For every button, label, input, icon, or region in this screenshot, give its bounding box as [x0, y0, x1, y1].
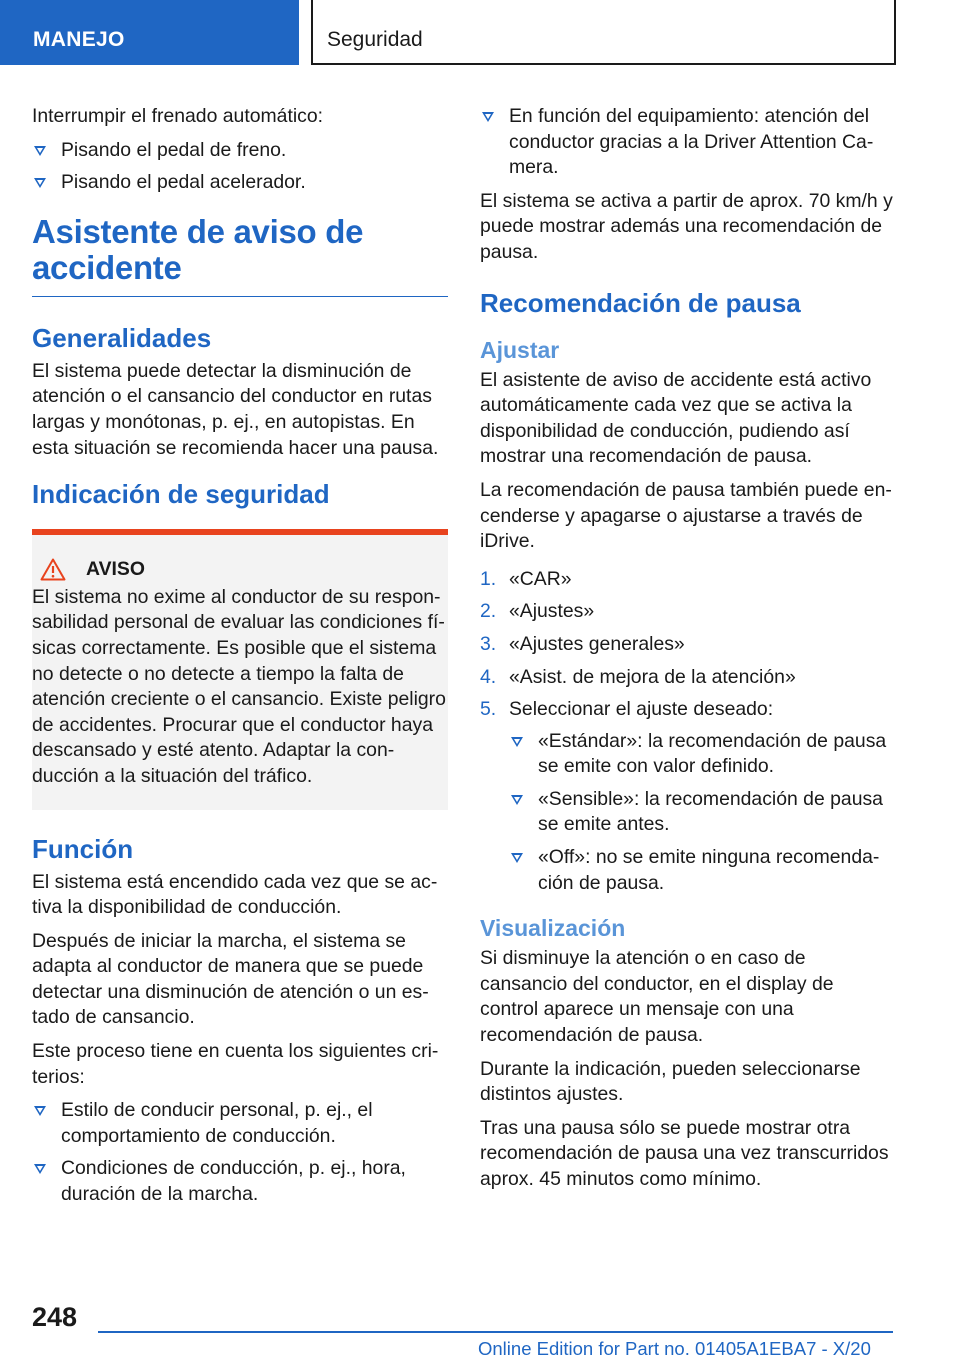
list-item: «Estándar»: la recomendación de pausa se emite con valor definido. — [509, 729, 896, 780]
function-text-2: Después de iniciar la marcha, el sistema se adapta al conductor de manera que se puede detectar una disminución de atención o un estado de cansancio. — [32, 929, 429, 1029]
left-column — [32, 104, 448, 1216]
triangle-bullet-icon — [34, 178, 46, 188]
footer-divider — [98, 1331, 893, 1333]
list-item: En función del equipamiento: atención del conductor gracias a la Driver Attention Camera. — [480, 104, 896, 181]
triangle-bullet-icon — [511, 853, 523, 863]
list-item: «Sensible»: la recomendación de pausa se emite antes. — [509, 787, 896, 838]
section-tab — [0, 0, 299, 65]
step-item: 5. Seleccionar el ajuste deseado: «Estándar»: la recomendación de pausa se emite con valor definido. «Sensible»: la recomendación de pausa se emite antes. «Off»: no se emite ninguna recomendación de pausa. — [480, 697, 896, 896]
criteria-list — [32, 1098, 448, 1207]
step-item: 3. «Ajustes generales» — [480, 632, 685, 655]
list-item: Condiciones de conducción, p. ej., hora, duración de la marcha. — [32, 1156, 448, 1207]
list-item: Pisando el pedal de freno. — [32, 138, 448, 164]
function-heading: Función — [32, 833, 134, 864]
triangle-bullet-icon — [511, 737, 523, 747]
step-item: 4. «Asist. de mejora de la atención» — [480, 665, 796, 688]
warning-title: AVISO — [86, 558, 145, 581]
intro-list — [32, 138, 448, 196]
general-text: El sistema puede detectar la disminución de atención o el cansancio del conductor en rutas largas y monótonas, p. ej., en autopistas. En esta situación se recomienda hacer una pausa. — [32, 359, 439, 459]
triangle-bullet-icon — [34, 146, 46, 156]
adjust-heading: Ajustar — [480, 336, 560, 363]
steps-list — [480, 567, 896, 897]
list-item: Estilo de conducir personal, p. ej., el comportamiento de conducción. — [32, 1098, 448, 1149]
triangle-bullet-icon — [34, 1106, 46, 1116]
right-column — [480, 104, 896, 1201]
page-title: Asistente de aviso de accidente — [32, 214, 448, 297]
criteria-list-continued — [480, 104, 896, 181]
list-item: «Off»: no se emite ninguna recomendación de pausa. — [509, 845, 896, 896]
warning-box — [32, 529, 448, 809]
display-text-2: Durante la indicación, pueden seleccionarse distintos ajustes. — [480, 1057, 861, 1106]
edition-text: Online Edition for Part no. 01405A1EBA7 - X/20 — [478, 1338, 871, 1359]
triangle-bullet-icon — [34, 1164, 46, 1174]
section-label: MANEJO — [33, 28, 125, 51]
general-heading: Generalidades — [32, 322, 212, 353]
chapter-label: Seguridad — [327, 28, 423, 51]
triangle-bullet-icon — [482, 112, 494, 122]
display-heading: Visualización — [480, 915, 626, 942]
step-item: 2. «Ajustes» — [480, 600, 595, 623]
adjust-text-1: El asistente de aviso de accidente está activo automáticamente cada vez que se activa la disponibilidad de conducción, pudiendo así mostrar una recomendación de pausa. — [480, 368, 872, 468]
step-item: 1. «CAR» — [480, 567, 572, 590]
activation-text: El sistema se activa a partir de aprox. 70 km/h y puede mostrar además una recomendación de pausa. — [480, 189, 893, 263]
function-text-1: El sistema está encendido cada vez que se activa la disponibilidad de conducción. — [32, 870, 438, 919]
pause-heading: Recomendación de pausa — [480, 287, 801, 318]
page-number: 248 — [32, 1302, 78, 1332]
display-text-1: Si disminuye la atención o en caso de cansancio del conductor, en el display de control aparece un mensaje con una recomendación de pausa. — [480, 947, 834, 1047]
list-item: Pisando el pedal acelerador. — [32, 170, 448, 196]
triangle-bullet-icon — [511, 795, 523, 805]
options-list — [509, 729, 896, 897]
chapter-box — [311, 0, 896, 65]
function-text-3: Este proceso tiene en cuenta los siguientes criterios: — [32, 1040, 439, 1088]
adjust-text-2: La recomendación de pausa también puede encenderse y apagarse o ajustarse a través de iDrive. — [480, 478, 892, 553]
warning-text: El sistema no exime al conductor de su responsabilidad personal de evaluar las condiciones físicas correctamente. Es posible que el sistema no detecte o no detecte a tiempo la falta de atención creciente o el cansancio. Existe peligro de accidentes. Procurar que el conductor haya descansado y esté atento. Adaptar la conducción a la situación del tráfico. — [32, 585, 446, 787]
warning-triangle-icon — [40, 558, 66, 581]
intro-text: Interrumpir el frenado automático: — [32, 105, 324, 127]
warning-header — [32, 557, 448, 583]
display-text-3: Tras una pausa sólo se puede mostrar otra recomendación de pausa una vez transcurridos aprox. 45 minutos como mínimo. — [480, 1116, 889, 1190]
safety-heading: Indicación de seguridad — [32, 479, 330, 510]
